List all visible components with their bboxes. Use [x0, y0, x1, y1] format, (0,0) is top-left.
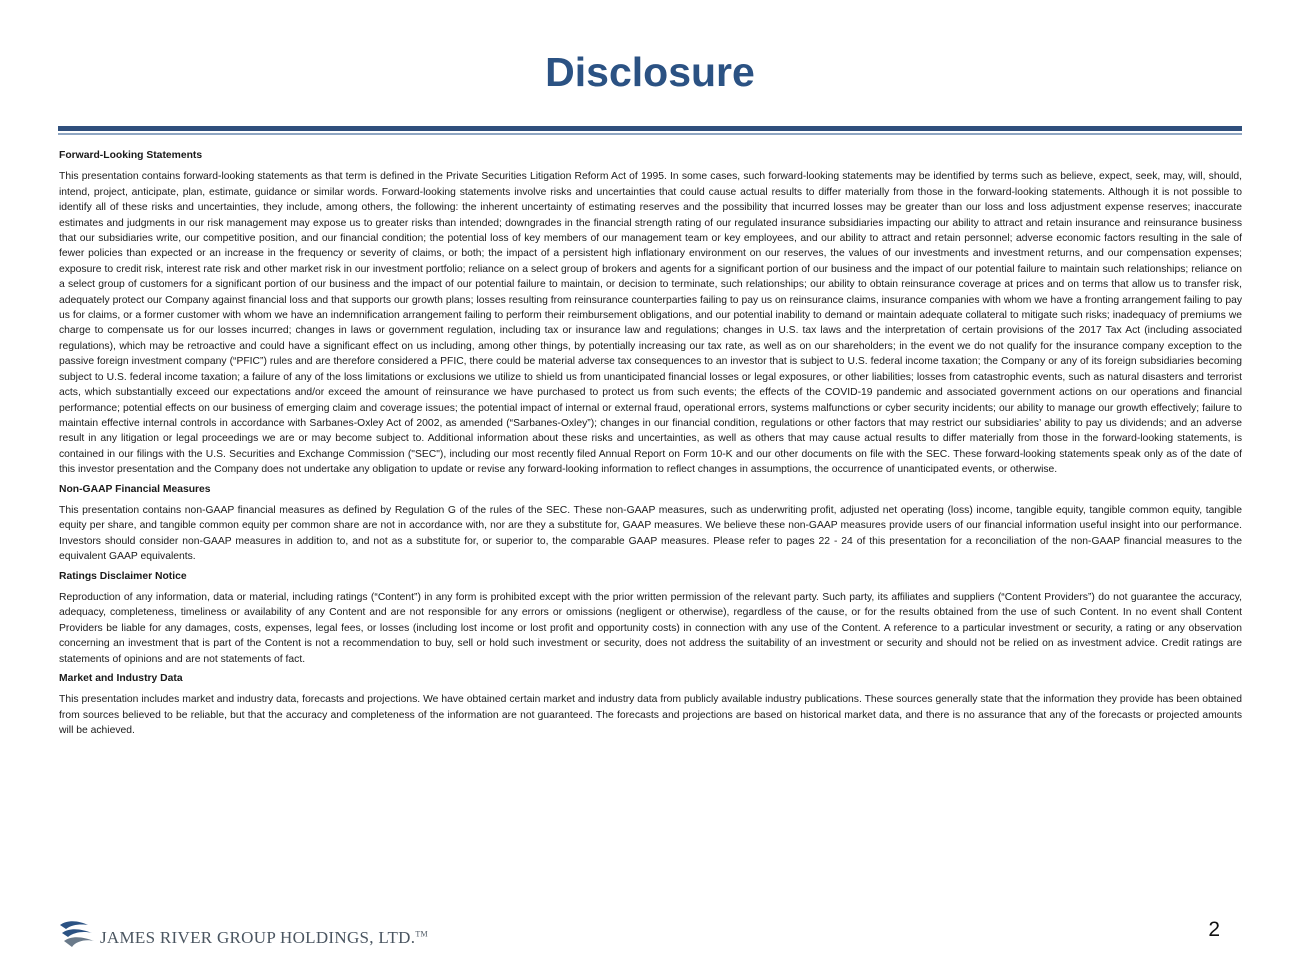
section-non-gaap	[59, 482, 1242, 565]
james-river-wave-icon	[58, 919, 96, 951]
page-title: Disclosure	[545, 49, 755, 95]
section-forward-looking	[59, 148, 1242, 478]
title-divider-thick	[58, 126, 1242, 131]
section-body: This presentation contains non-GAAP financial measures as defined by Regulation G of the rules of the SEC. These non-GAAP measures, such as underwriting profit, adjusted net operating (loss) income, tangible equity, tangible common equity, tangible equity per share, and tangible common equity per common share are not in accordance with, nor are they a substitute for, GAAP measures. We believe these non-GAAP measures provide users of our financial information useful insight into our performance. Investors should consider non-GAAP measures in addition to, and not as a substitute for, or superior to, the comparable GAAP measures. Please refer to pages 22 - 24 of this presentation for a reconciliation of the non-GAAP financial measures to the equivalent GAAP equivalents.	[59, 504, 1242, 563]
section-heading: Market and Industry Data	[59, 673, 183, 684]
section-heading: Forward-Looking Statements	[59, 150, 203, 161]
section-heading: Non-GAAP Financial Measures	[59, 483, 211, 495]
section-market-industry	[59, 671, 1242, 739]
section-heading: Ratings Disclaimer Notice	[59, 570, 187, 582]
section-body: This presentation includes market and industry data, forecasts and projections. We have obtained certain market and industry data from publicly available industry publications. These sources generally state that the information they provide has been obtained from sources believed to be reliable, but that the accuracy and completeness of the information are not guaranteed. The forecasts and projections are based on historical market data, and there is no assurance that any of the forecasts or projected amounts will be achieved.	[59, 694, 1242, 737]
section-body: Reproduction of any information, data or material, including ratings (“Content”) in any form is prohibited except with the prior written permission of the relevant party. Such party, its affiliates and suppliers (“Content Providers”) do not guarantee the accuracy, adequacy, completeness, timeliness or availability of any Content and are not responsible for any errors or omissions (negligent or otherwise), regardless of the cause, or for the results obtained from the use of such Content. In no event shall Content Providers be liable for any damages, costs, expenses, legal fees, or losses (including lost income or lost profit and opportunity costs) in connection with any use of the Content. A reference to a particular investment or security, a rating or any observation concerning an investment that is part of the Content is not a recommendation to buy, sell or hold such investment or security, does not address the suitability of an investment or security and should not be relied on as investment advice. Credit ratings are statements of opinions and are not statements of fact.	[59, 591, 1242, 665]
logo-wordmark: JAMES RIVER GROUP HOLDINGS, LTD.™	[100, 928, 428, 947]
section-body: This presentation contains forward-looking statements as that term is defined in the Private Securities Litigation Reform Act of 1995. In some cases, such forward-looking statements may be identified by terms such as believe, expect, seek, may, will, should, intend, project, anticipate, plan, estimate, guidance or similar words. Forward-looking statements involve risks and uncertainties that could cause actual results to differ materially from those in the forward-looking statements. Although it is not possible to identify all of these risks and uncertainties, they include, among others, the following: the inherent uncertainty of estimating reserves and the possibility that incurred losses may be greater than our loss and loss adjustment expense reserves; inaccurate estimates and judgments in our risk management may expose us to greater risks than intended; downgrades in the financial strength rating of our regulated insurance subsidiaries impacting our ability to attract and retain insurance and reinsurance business that our subsidiaries write, our competitive position, and our financial condition; the potential loss of key members of our management team or key employees, and our ability to attract and retain personnel; adverse economic factors resulting in the sale of fewer policies than expected or an increase in the frequency or severity of claims, or both; the impact of a persistent high inflationary environment on our reserves, the values of our investments and investment returns, and our compensation expenses; exposure to credit risk, interest rate risk and other market risk in our investment portfolio; reliance on a select group of brokers and agents for a significant portion of our business and the impact of our potential failure to maintain such relationships; reliance on a select group of customers for a significant portion of our business and the impact of our potential failure to maintain, or decision to terminate, such relationships; our ability to obtain reinsurance coverage at prices and on terms that allow us to transfer risk, adequately protect our Company against financial loss and that supports our growth plans; losses resulting from reinsurance counterparties failing to pay us on reinsurance claims, insurance companies with whom we have a fronting arrangement failing to pay us for claims, or a former customer with whom we have an indemnification arrangement failing to perform their reimbursement obligations, and our potential inability to demand or maintain adequate collateral to mitigate such risks; inadequacy of premiums we charge to compensate us for our losses incurred; changes in laws or government regulation, including tax or insurance law and regulations; changes in U.S. tax laws and the interpretation of certain provisions of the 2017 Tax Act (including associated regulations), which may be retroactive and could have a significant effect on us including, among other things, by potentially increasing our tax rate, as well as on our shareholders; in the event we do not qualify for the insurance company exception to the passive foreign investment company (“PFIC”) rules and are therefore considered a PFIC, there could be material adverse tax consequences to an investor that is subject to U.S. federal income taxation; the Company or any of its foreign subsidiaries becoming subject to U.S. federal income taxation; a failure of any of the loss limitations or exclusions we utilize to shield us from unanticipated financial losses or legal exposures, or other liabilities; losses from catastrophic events, such as natural disasters and terrorist acts, which substantially exceed our expectations and/or exceed the amount of reinsurance we have purchased to protect us from such events; the effects of the COVID-19 pandemic and associated government actions on our operations and financial performance; potential effects on our business of emerging claim and coverage issues; the potential impact of internal or external fraud, operational errors, systems malfunctions or cyber security incidents; our ability to manage our growth effectively; failure to maintain effective internal controls in accordance with Sarbanes-Oxley Act of 2002, as amended (“Sarbanes-Oxley”); changes in our financial condition, regulations or other factors that may restrict our subsidiaries’ ability to pay us dividends; and an adverse result in any litigation or legal proceedings we are or may become subject to. Additional information about these risks and uncertainties, as well as others that may cause actual results to differ materially from those in the forward-looking statements, is contained in our filings with the U.S. Securities and Exchange Commission ("SEC"), including our most recently filed Annual Report on Form 10-K and our other documents on file with the SEC. These forward-looking statements speak only as of the date of this investor presentation and the Company does not undertake any obligation to update or revise any forward-looking information to reflect changes in assumptions, the occurrence of unanticipated events, or otherwise.	[59, 171, 1242, 476]
page-number: 2	[1208, 918, 1220, 941]
section-ratings-disclaimer	[59, 569, 1242, 667]
disclosure-content	[59, 148, 1242, 743]
title-divider-thin	[58, 133, 1242, 135]
